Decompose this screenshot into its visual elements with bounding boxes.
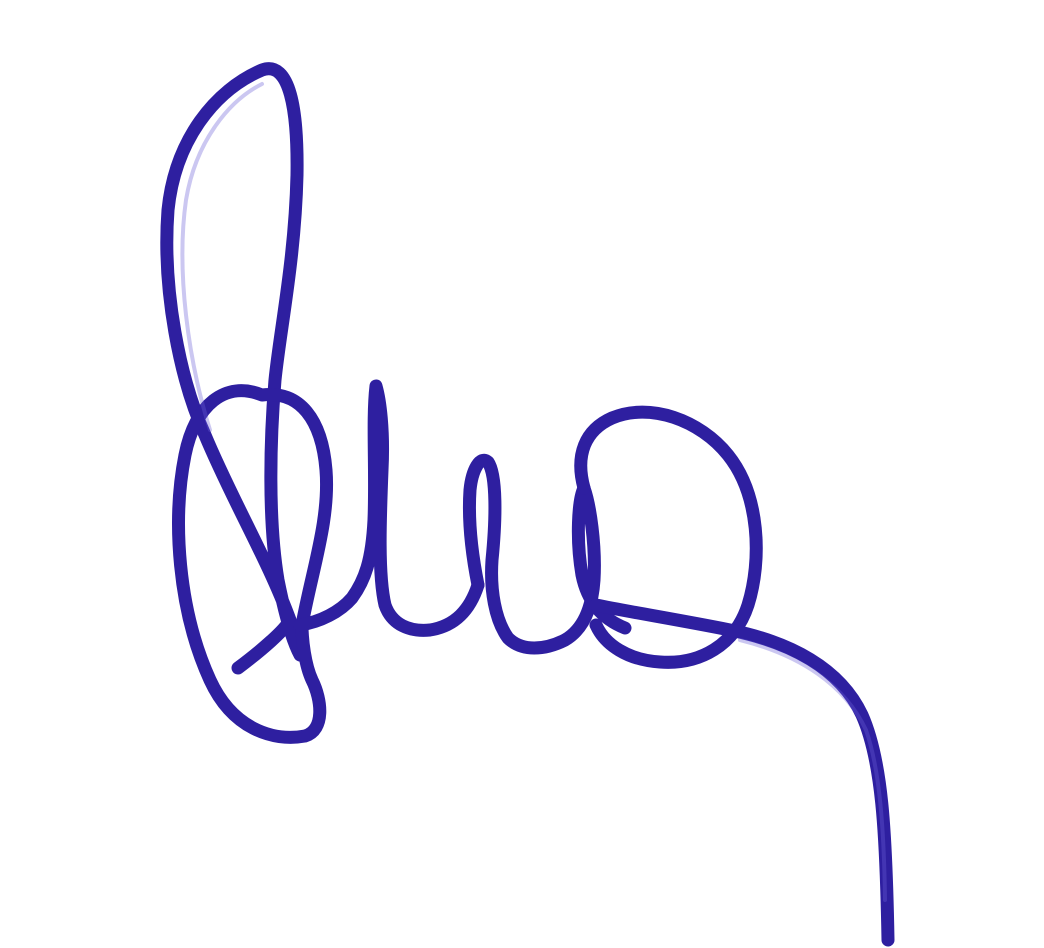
signature-stroke-left-oval [179,391,327,738]
signature-stroke-sheen-tail [740,640,885,900]
signature-stroke-second-letter [469,460,625,648]
